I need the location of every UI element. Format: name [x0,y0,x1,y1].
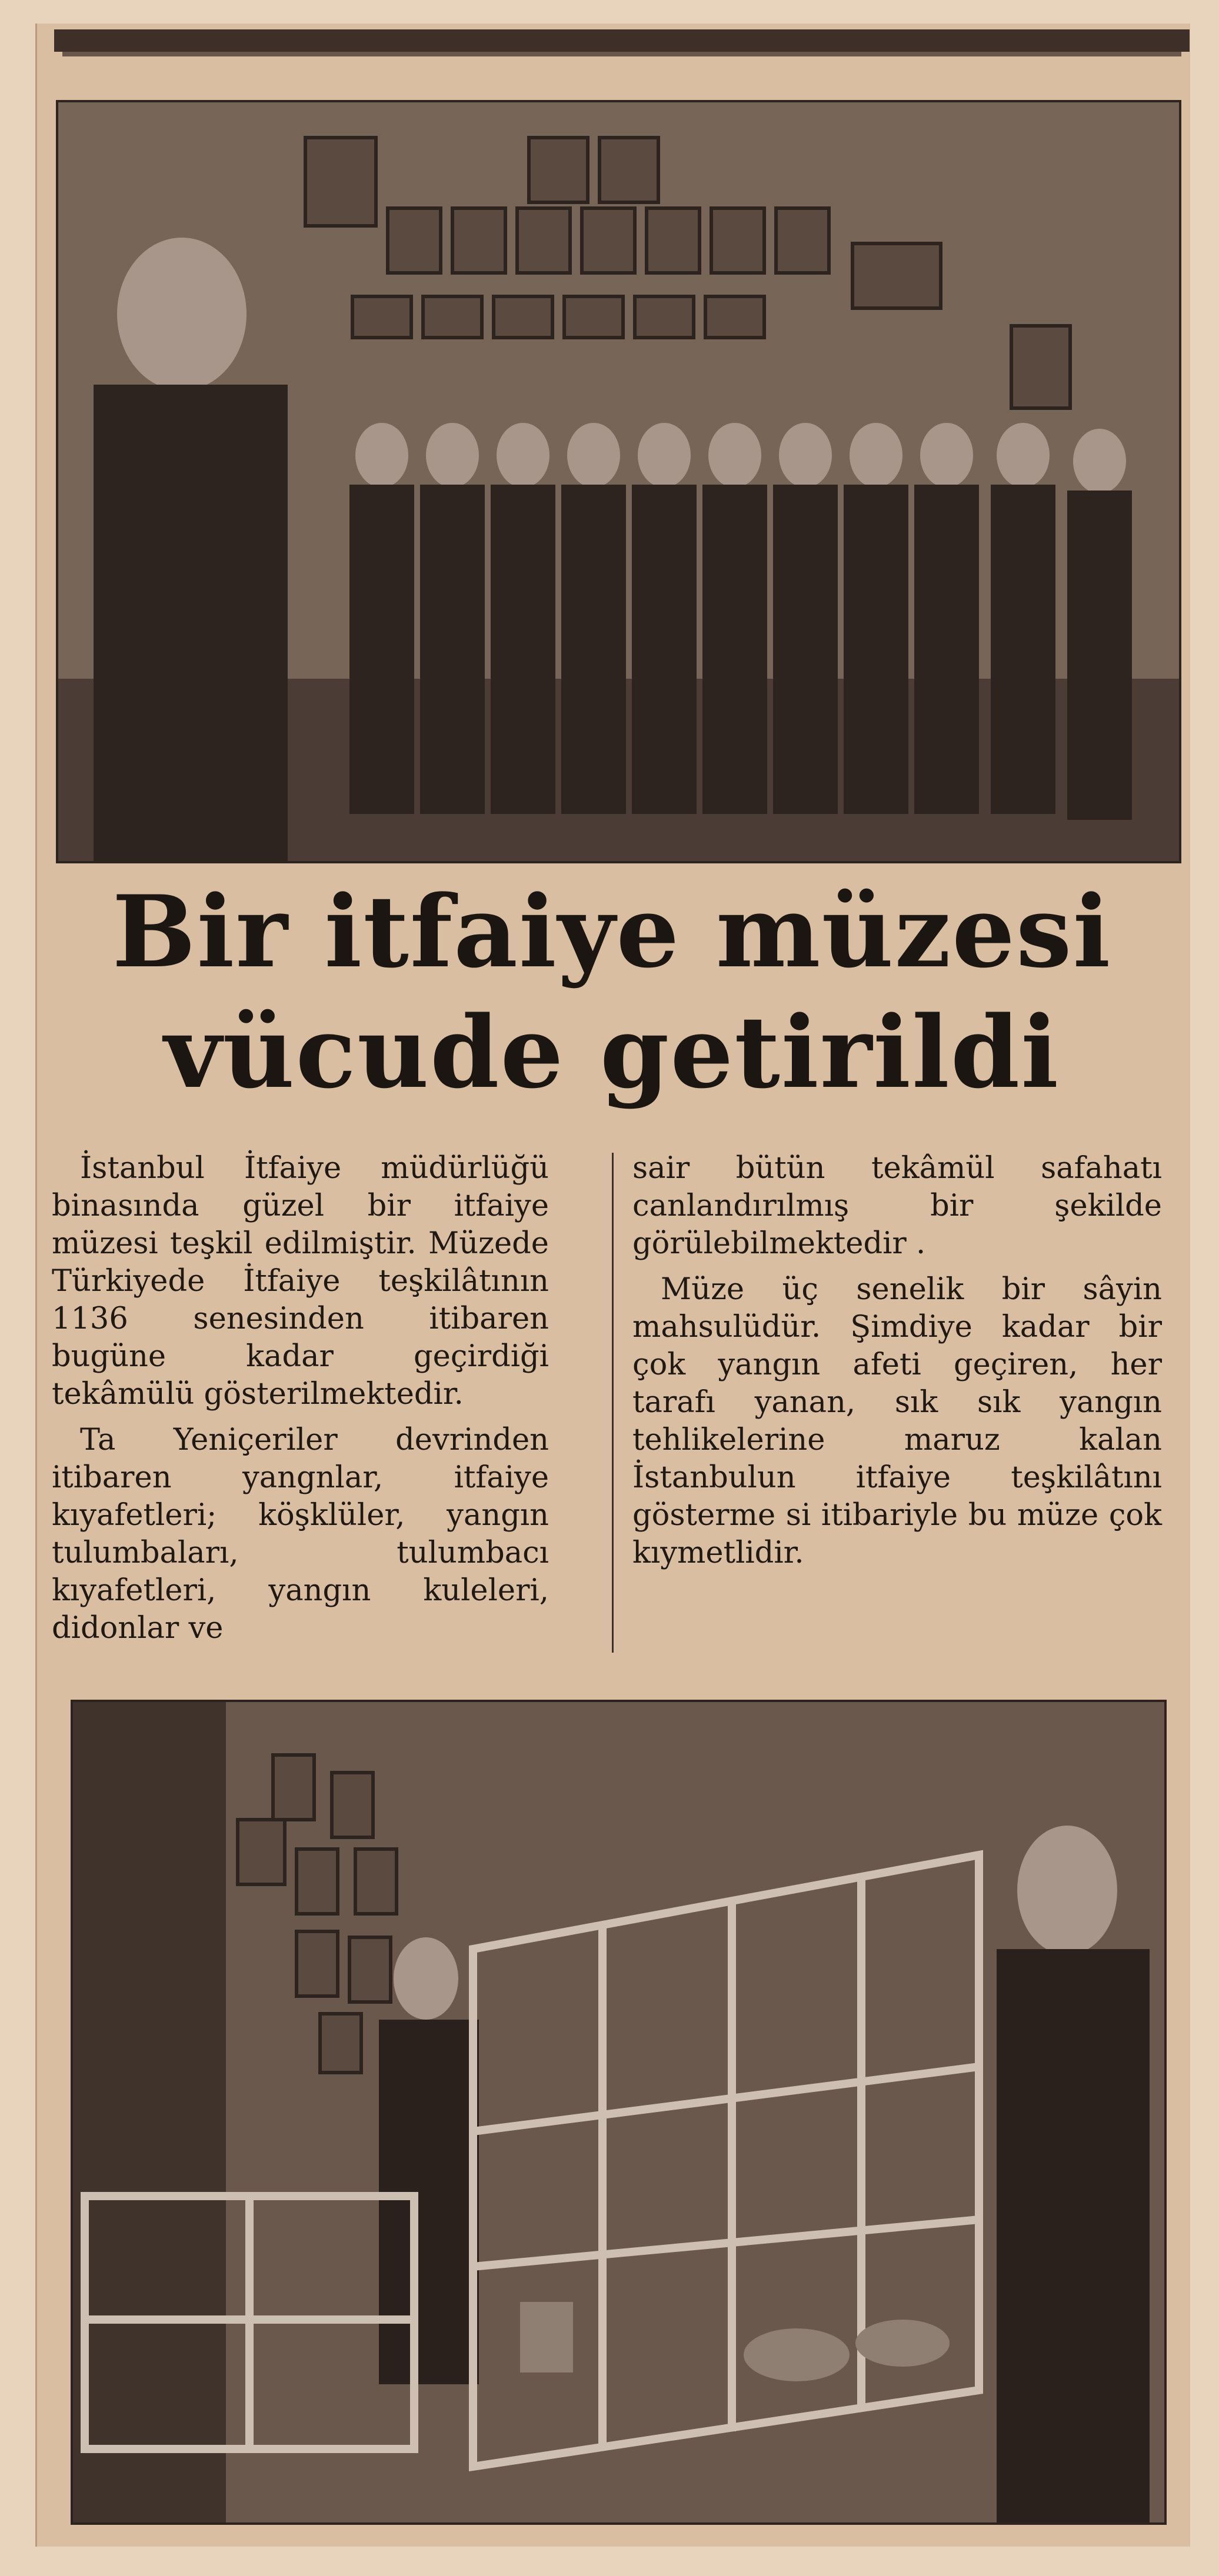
paragraph: Ta Yeniçeriler devrinden itibaren yangnlar, itfaiye kıyafetleri; köşklüler, yangın tulumbaları, tulumbacı kıyafetleri, yangın kuleleri, didonlar ve [52,1423,549,1646]
photo-museum-uniform-mannequins [56,100,1181,863]
column-divider [612,1153,614,1653]
headline-line-1: Bir itfaiye müzesi [112,873,1112,990]
paragraph: Müze üç senelik bir sâyin mahsulüdür. Şimdiye kadar bir çok yangın afeti geçiren, her tarafı yanan, sık sık yangın tehlikelerine maruz kalan İstanbulun itfaiye teşkilâtını gösterme si itibariyle bu müze çok kıymetlidir. [632,1272,1162,1570]
paragraph: sair bütün tekâmül safahatı canlandırılmış bir şekilde görülebilmektedir . [632,1151,1162,1261]
article-column-left [52,1150,549,1647]
top-rule [54,29,1190,52]
headline-line-2: vücude getirildi [164,994,1060,1110]
article-column-right [632,1150,1162,1572]
photo-museum-display-cases [71,1700,1167,2525]
paragraph: İstanbul İtfaiye müdürlüğü binasında güzel bir itfaiye müzesi teşkil edilmiştir. Müzede Türkiyede İtfaiye teşkilâtının 1136 senesinden itibaren bugüne kadar geçirdiği tekâmülü gösterilmektedir. [52,1151,549,1412]
